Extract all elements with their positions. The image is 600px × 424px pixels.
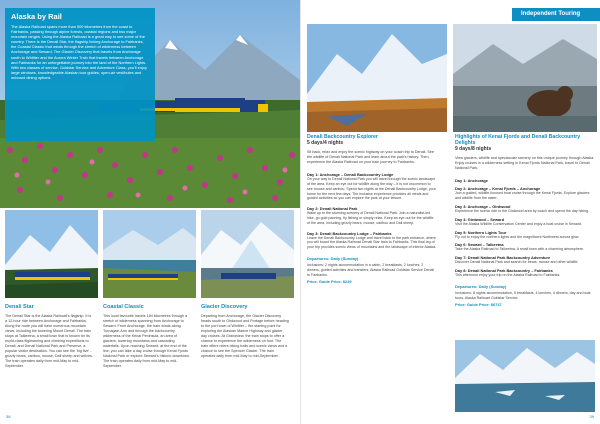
day-text: On your way to Denali National Park you will travel through the scenic landscape of the area. Keep an eye out for wildlife along the way – it is not uncommon to see moose and caribou. Spend two nights at the Denali Backcountry Lodge, your home for the next few days. The inclusive experience provides all meals and guided activities so you can explore the park at your leisure.	[307, 177, 436, 201]
day-text: Join a guided, wildlife-focused boat cruise through the Kenai Fjords. Explore glaciers and wildlife from the water.	[455, 191, 590, 201]
right-page-number: 39	[589, 414, 594, 419]
day-heading: Day 6: Seward – Talkeetna	[455, 242, 504, 248]
coastal-classic-title: Coastal Classic	[103, 304, 144, 310]
day-text: Leave the Denali Backcountry Lodge and travel back to the park entrance, where you will board the Alaska Railroad Denali Star train to Fairbanks. This final leg of your trip provides scenic views of mountains and the landscape of interior Alaska.	[307, 235, 437, 250]
glacier-discovery-title: Glacier Discovery	[201, 304, 248, 310]
tour-intro: Sit back, relax and enjoy the scenic highway on your coach trip to Denali. See the wildlife of Denali National Park and learn about the park's history. Then, experience the Alaska Railroad on your train journey to Fairbanks.	[307, 150, 434, 165]
denali-star-text: The Denali Star is the Alaska Railroad's flagship. It is a 12-hour ride between Anchorage and Fairbanks. Along the route you will have numerous mountain views, including the towering Mount Denali. The train stops at Talkeetna, a small town that is known for its world-class flightseeing and climbing expeditions to Denali, and Denali National Park and Preserve, a popular visitor destination. You can see the 'big five' - grizzly bears, caribou, moose, Dall sheep and wolves. The train operates daily from mid-May to mid-September.	[5, 314, 93, 368]
tour-price: Price: Guide Price: $249	[307, 279, 352, 285]
tour-day	[455, 255, 595, 265]
day-heading: Day 4: Girdwood – Seward	[455, 216, 505, 222]
day-text: Fly out to enjoy the northern lights and the magnificent Northwest aurora glow.	[455, 234, 580, 239]
left-page-number: 38	[6, 414, 11, 419]
coastal-classic-photo	[103, 210, 196, 298]
day-heading: Day 5: Northern Lights Tour	[455, 229, 507, 235]
departures-title: Departures: Daily (Sunday)	[455, 283, 507, 289]
tour-intro: View glaciers, wildlife and spectacular scenery on this unique journey through Alaska. Enjoy cruises in a wilderness setting in Kenai Fjords National Park, travel to Denali National Park.	[455, 156, 595, 171]
tour-day	[455, 230, 595, 240]
thumbnail-row	[5, 210, 295, 298]
day-heading: Day 2: Denali National Park	[307, 206, 358, 212]
day-heading: Day 7: Denali National Park Backcountry Adventure	[455, 255, 551, 261]
day-heading: Day 3: Anchorage – Girdwood	[455, 204, 511, 209]
tour-day	[455, 178, 595, 183]
coastal-classic-column	[103, 304, 191, 369]
tour-kenai-fjords-denali	[455, 134, 595, 307]
kenai-fjords-bear-photo	[453, 24, 597, 132]
right-page	[300, 0, 600, 424]
tour-duration: 9 days/8 nights	[455, 146, 492, 153]
day-text: Take the Alaska Railroad to Talkeetna. A small town with a charming atmosphere.	[455, 247, 584, 252]
alaska-by-rail-box	[5, 8, 155, 141]
day-heading: Day 2: Anchorage – Kenai Fjords – Anchorage	[455, 186, 541, 192]
tour-day	[455, 217, 595, 227]
alaska-by-rail-text: The Alaska Railroad spans more than 500 kilometres from the coast to Fairbanks, passing through alpine forests, coastal regions and two major mountain ranges. Using the Alaska Railroad is a great way to see some of the country. There is the Denali Star, the flagship linking Anchorage to Fairbanks, the Coastal Classic that winds through the stretch of wilderness between Anchorage and Seward, The Glacier Discovery that travels from Anchorage south to Whittier and the Aurora Winter Train that travels between Anchorage and Fairbanks for an unforgettable journey into the land of the Northern Lights. With two classes of service, Goldstar Service and Adventure Class, you'll enjoy large windows, knowledgeable Alaskan tour guides, open-air vestibules and onboard dining options.	[11, 24, 147, 80]
departures-title: Departures: Daily (Sunday)	[307, 255, 359, 261]
glacier-discovery-text: Departing from Anchorage, the Glacier Discovery heads south to Girdwood and Portage before heading to the port town of Whittier – the starting point for exploring the Alaskan Marine Highway and glacier day cruises. At Grandview, the train stops to offer a chance to experience the wilderness on foot. The train offers riders hiking trails and scenic views and a chance to see the Spencer Glacier. The train operates daily from mid-May to mid-September.	[201, 314, 289, 358]
tour-day	[455, 204, 595, 214]
tour-title: Highlights of Kenai Fjords and Denali Backcountry Delights	[455, 134, 581, 147]
denali-star-photo	[5, 210, 98, 298]
hero-photo-train	[0, 0, 300, 208]
glacier-bay-photo	[455, 340, 595, 412]
departures-text: Inclusions: 8 nights accommodation, 5 breakfasts, 4 lunches, 4 dinners, day and boat tours, Alaska Railroad Goldstar Service.	[455, 290, 591, 300]
denali-star-column	[5, 304, 93, 369]
day-text: This afternoon enjoy your trip on the Alaska Railroad to Fairbanks.	[455, 272, 561, 277]
day-heading: Day 1: Anchorage	[455, 178, 488, 184]
alaska-by-rail-title: Alaska by Rail	[11, 12, 62, 21]
day-text: Discover Denali National Park and search for bears, moose and other wildlife.	[455, 260, 579, 265]
independent-touring-banner: Independent Touring	[512, 8, 600, 21]
tour-title: Denali Backcountry Explorer	[307, 134, 378, 140]
tour-price: Price: Guide Price: $6747	[455, 302, 502, 308]
tour-day	[307, 172, 437, 201]
tour-day	[307, 231, 437, 250]
glacier-discovery-photo	[201, 210, 294, 298]
coastal-classic-text: This local favourite travels 184 kilometres through a stretch of wilderness spanning from Anchorage to Seward. From Anchorage, the train winds along Turnagain Arm and through the backcountry wilderness of the Kenai Peninsula, an area of glaciers, towering mountains and cascading waterfalls. Upon reaching Seward, at the end of the line, you can take a day cruise through Kenai Fjords National Park or explore Seward's historic downtown. The train operates daily from mid-May to mid-September.	[103, 314, 190, 368]
glacier-discovery-column	[201, 304, 289, 359]
tour-duration: 5 days/4 nights	[307, 140, 344, 147]
tour-day	[455, 242, 595, 252]
tour-day	[307, 206, 437, 225]
day-heading: Day 8: Denali National Park Backcountry – Fairbanks	[455, 267, 553, 273]
tour-day	[455, 268, 595, 278]
denali-mountain-photo	[307, 24, 447, 132]
denali-star-title: Denali Star	[5, 304, 34, 310]
tour-day	[455, 186, 595, 201]
day-heading: Day 1: Anchorage – Denali Backcountry Lodge	[307, 172, 394, 178]
day-heading: Day 3: Denali Backcountry Lodge – Fairbanks	[307, 230, 392, 236]
day-text: Visit the Alaska Wildlife Conservation Center and enjoy a boat cruise in Seward.	[455, 221, 582, 226]
day-text: Experience the scenic ride to the Girdwood area by coach and spend the day hiking.	[455, 209, 590, 213]
tour-denali-backcountry	[307, 134, 437, 284]
departures-text: Inclusions: 2 nights accommodation in a cabin, 2 breakfasts, 2 lunches, 2 dinners, guided activities and transfers, Alaska Railroad Goldstar Service Denali to Fairbanks.	[307, 262, 435, 277]
day-text: Wake up to the stunning scenery of Denali National Park. Join a naturalist-led hike, go gold panning, fly fishing or simply relax. Keep an eye out for the wildlife of the area, including grizzly bears, moose, caribou and Dall sheep.	[307, 211, 434, 225]
